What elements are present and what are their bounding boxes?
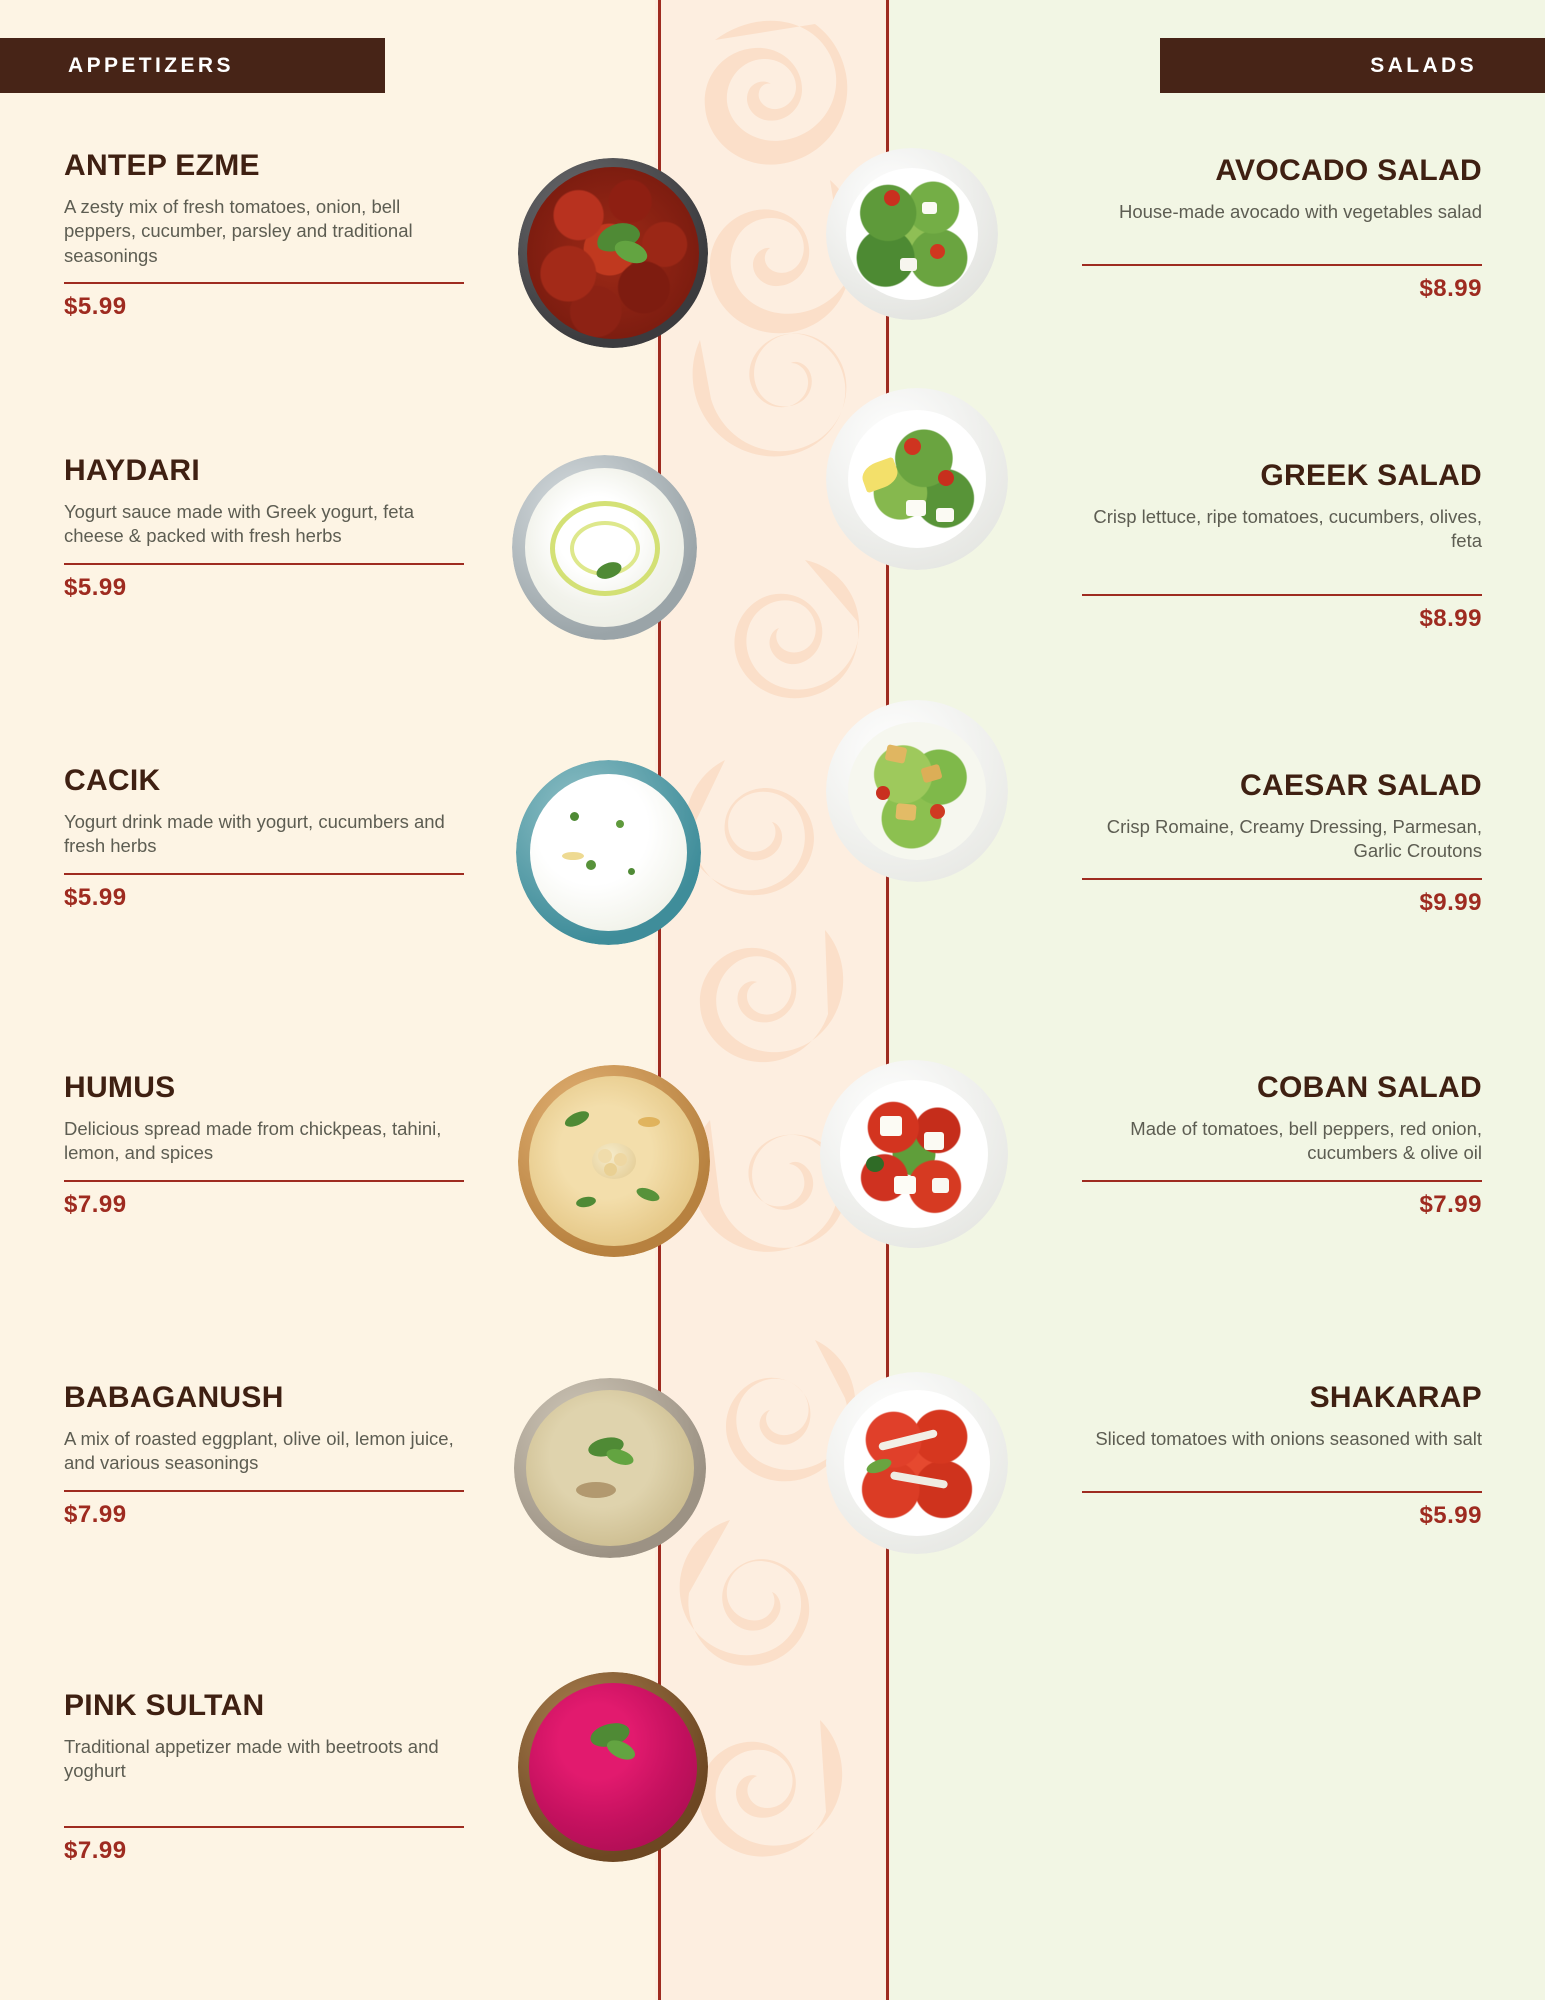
pink-sultan-image	[518, 1672, 708, 1862]
menu-item-babaganush	[64, 1382, 464, 1529]
item-divider	[64, 282, 464, 284]
item-name: HAYDARI	[64, 454, 201, 487]
item-price: $9.99	[1419, 888, 1482, 916]
item-name: ANTEP EZME	[64, 149, 260, 182]
menu-item-caesar-salad	[1082, 770, 1482, 917]
item-name: COBAN SALAD	[1257, 1071, 1482, 1104]
section-header-appetizers	[0, 38, 385, 93]
menu-item-pink-sultan	[64, 1690, 464, 1865]
item-name: CACIK	[64, 764, 161, 797]
greek-salad-image	[826, 388, 1008, 570]
item-description: A zesty mix of fresh tomatoes, onion, bell peppers, cucumber, parsley and traditional seasonings	[64, 195, 413, 266]
item-name: SHAKARAP	[1309, 1381, 1482, 1414]
menu-item-avocado-salad	[1082, 155, 1482, 303]
item-description: Traditional appetizer made with beetroots and yoghurt	[64, 1735, 439, 1782]
menu-item-haydari	[64, 455, 464, 602]
item-description: Crisp Romaine, Creamy Dressing, Parmesan, Garlic Croutons	[1106, 815, 1482, 862]
item-divider	[1082, 1491, 1482, 1493]
shakarap-image	[826, 1372, 1008, 1554]
item-description: Crisp lettuce, ripe tomatoes, cucumbers, olives, feta	[1093, 505, 1482, 552]
caesar-salad-image	[826, 700, 1008, 882]
item-divider	[1082, 878, 1482, 880]
item-description: Sliced tomatoes with onions seasoned with salt	[1095, 1427, 1482, 1449]
item-name: BABAGANUSH	[64, 1381, 284, 1414]
item-divider	[1082, 264, 1482, 266]
menu-item-coban-salad	[1082, 1072, 1482, 1219]
item-divider	[64, 873, 464, 875]
menu-item-shakarap	[1082, 1382, 1482, 1530]
menu-item-cacik	[64, 765, 464, 912]
item-name: CAESAR SALAD	[1240, 769, 1482, 802]
item-description: A mix of roasted eggplant, olive oil, lemon juice, and various seasonings	[64, 1427, 454, 1474]
item-price: $7.99	[64, 1190, 127, 1218]
menu-item-antep-ezme	[64, 150, 464, 321]
item-price: $8.99	[1419, 604, 1482, 632]
item-divider	[64, 1826, 464, 1828]
item-price: $7.99	[1419, 1190, 1482, 1218]
item-divider	[1082, 594, 1482, 596]
item-divider	[64, 1180, 464, 1182]
section-header-appetizers-label: APPETIZERS	[68, 53, 234, 77]
item-price: $5.99	[1419, 1502, 1482, 1530]
antep-ezme-image	[518, 158, 708, 348]
item-name: HUMUS	[64, 1071, 176, 1104]
menu-item-greek-salad	[1082, 460, 1482, 633]
item-price: $5.99	[64, 293, 127, 321]
item-description: House-made avocado with vegetables salad	[1118, 200, 1482, 222]
item-description: Yogurt sauce made with Greek yogurt, feta cheese & packed with fresh herbs	[64, 500, 414, 547]
menu-item-humus	[64, 1072, 464, 1219]
item-price: $5.99	[64, 573, 127, 601]
item-price: $5.99	[64, 883, 127, 911]
item-divider	[64, 1490, 464, 1492]
coban-salad-image	[820, 1060, 1008, 1248]
item-price: $8.99	[1419, 275, 1482, 303]
section-header-salads-label: SALADS	[1370, 53, 1477, 77]
humus-image	[518, 1065, 710, 1257]
item-price: $7.99	[64, 1500, 127, 1528]
item-name: AVOCADO SALAD	[1215, 154, 1482, 187]
item-description: Made of tomatoes, bell peppers, red onion, cucumbers & olive oil	[1130, 1117, 1482, 1164]
item-divider	[64, 563, 464, 565]
section-header-salads	[1160, 38, 1545, 93]
babaganush-image	[514, 1378, 706, 1558]
avocado-salad-image	[826, 148, 998, 320]
item-description: Yogurt drink made with yogurt, cucumbers and fresh herbs	[64, 810, 445, 857]
item-price: $7.99	[64, 1836, 127, 1864]
item-description: Delicious spread made from chickpeas, tahini, lemon, and spices	[64, 1117, 442, 1164]
item-name: PINK SULTAN	[64, 1689, 265, 1722]
haydari-image	[512, 455, 697, 640]
item-name: GREEK SALAD	[1260, 459, 1482, 492]
cacik-image	[516, 760, 701, 945]
item-divider	[1082, 1180, 1482, 1182]
